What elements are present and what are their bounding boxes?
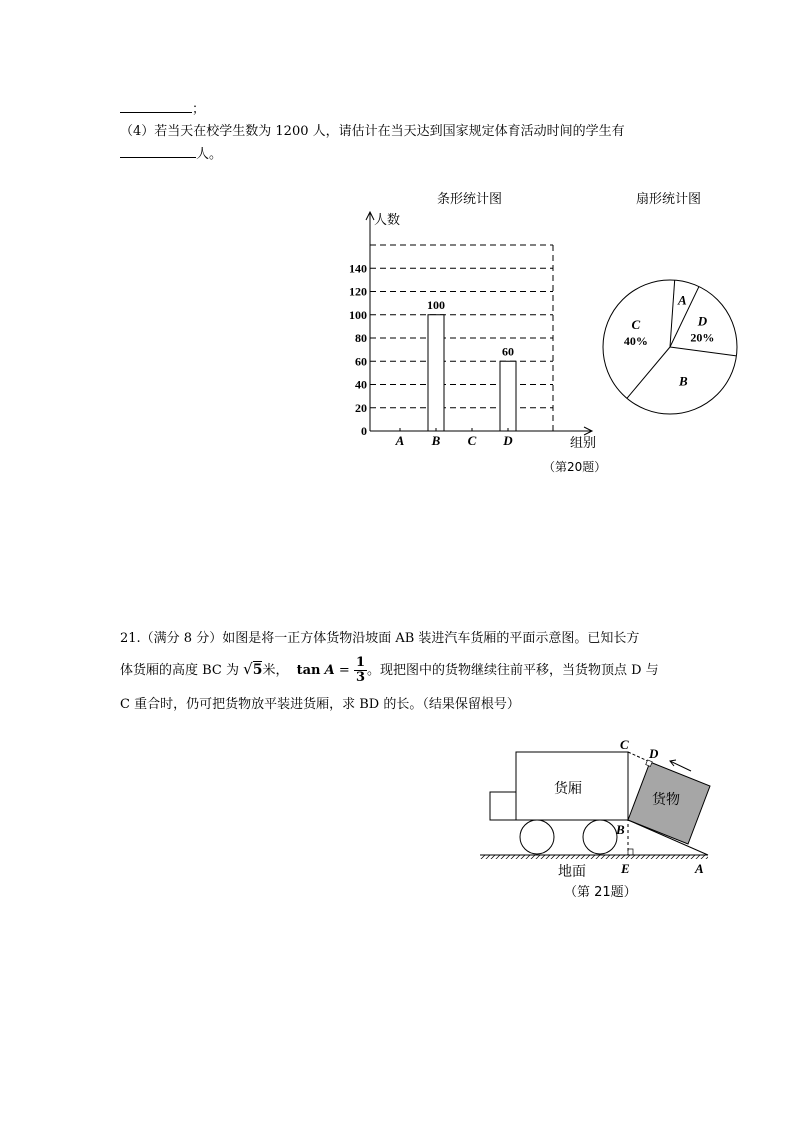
text-segment: 米， <box>262 663 289 678</box>
question-21-line-2 <box>120 656 659 686</box>
pie-slices <box>603 280 737 414</box>
pie-label-d: D <box>697 313 708 329</box>
y-tick-label: 80 <box>355 331 367 345</box>
point-e: E <box>621 861 630 876</box>
ground-label: 地面 <box>558 864 586 880</box>
ground-hatching <box>480 855 708 859</box>
bar-d <box>500 361 516 431</box>
point-a: A <box>695 861 704 876</box>
rear-wheel <box>583 820 617 854</box>
y-tick-label: 0 <box>361 424 367 438</box>
pie-label-b: B <box>678 373 688 389</box>
pie-percent-d: 20% <box>690 330 715 345</box>
bar-b <box>428 315 444 431</box>
pie-label-a: A <box>677 292 687 308</box>
question-21-line-1: 21.（满分 8 分）如图是将一正方体货物沿坡面 AB 装进汽车货厢的平面示意图。已知长方 <box>120 631 640 646</box>
numerator: 1 <box>355 655 365 670</box>
figure-21-caption: （第 21题） <box>564 885 637 900</box>
point-c: C <box>620 737 629 752</box>
bar-grid <box>370 245 553 431</box>
equals-sign: = <box>338 663 350 678</box>
text-segment: 。现把图中的货物继续往前平移，当货物顶点 D 与 <box>366 663 659 678</box>
answer-line-3 <box>120 98 205 117</box>
text-segment: 体货厢的高度 BC 为 <box>120 663 240 678</box>
cargo-label: 货物 <box>652 792 680 808</box>
figure-20-caption: （第20题） <box>543 460 607 474</box>
right-angle-mark <box>628 849 633 855</box>
pie-chart-title: 扇形统计图 <box>636 192 702 207</box>
question-21-line-3: C 重合时，仍可把货物放平装进货厢，求 BD 的长。（结果保留根号） <box>120 697 520 712</box>
pie-chart <box>595 275 745 420</box>
y-axis-label: 人数 <box>374 213 401 228</box>
x-tick-label-a: A <box>395 433 405 448</box>
y-tick-label: 140 <box>349 261 367 276</box>
sqrt-5: √5 <box>243 660 263 678</box>
fraction-one-third <box>354 656 367 685</box>
angle-a: A <box>324 663 335 678</box>
front-wheel <box>520 820 554 854</box>
point-d: D <box>649 746 659 761</box>
answer-line-4 <box>120 143 222 162</box>
figure-21 <box>470 730 730 905</box>
question-20-part-4: （4）若当天在校学生数为 1200 人，请估计在当天达到国家规定体育活动时间的学生有 <box>120 124 625 139</box>
x-tick-label-b: B <box>431 433 441 448</box>
sqrt-radicand: 5 <box>252 662 263 678</box>
y-tick-label: 20 <box>355 400 367 415</box>
bar-axes <box>366 212 592 435</box>
cargo-box-label: 货厢 <box>554 781 582 797</box>
tan-label: tan <box>296 663 321 678</box>
x-tick-label-d: D <box>503 433 513 448</box>
line-cd <box>628 752 650 762</box>
pie-percent-c: 40% <box>623 334 648 349</box>
bar-chart-title: 条形统计图 <box>437 192 503 207</box>
point-b: B <box>616 822 625 837</box>
denominator: 3 <box>355 670 365 685</box>
y-tick-label: 120 <box>349 284 367 299</box>
bar-value-label: 60 <box>502 344 514 359</box>
answer-blank <box>120 144 196 158</box>
bar-bars <box>427 298 516 431</box>
truck-cab <box>490 792 516 820</box>
unit-people: 人。 <box>196 147 223 162</box>
pie-label-c: C <box>631 317 641 333</box>
bar-value-label: 100 <box>427 297 445 312</box>
semicolon: ； <box>192 102 206 117</box>
answer-blank <box>120 99 192 113</box>
y-tick-label: 40 <box>355 377 367 392</box>
bar-ticks <box>349 261 367 438</box>
x-axis-label: 组别 <box>570 436 597 451</box>
x-tick-label-c: C <box>467 433 477 448</box>
bar-chart <box>330 200 620 485</box>
direction-arrow <box>670 761 691 771</box>
y-tick-label: 60 <box>355 354 367 369</box>
y-tick-label: 100 <box>349 307 367 322</box>
